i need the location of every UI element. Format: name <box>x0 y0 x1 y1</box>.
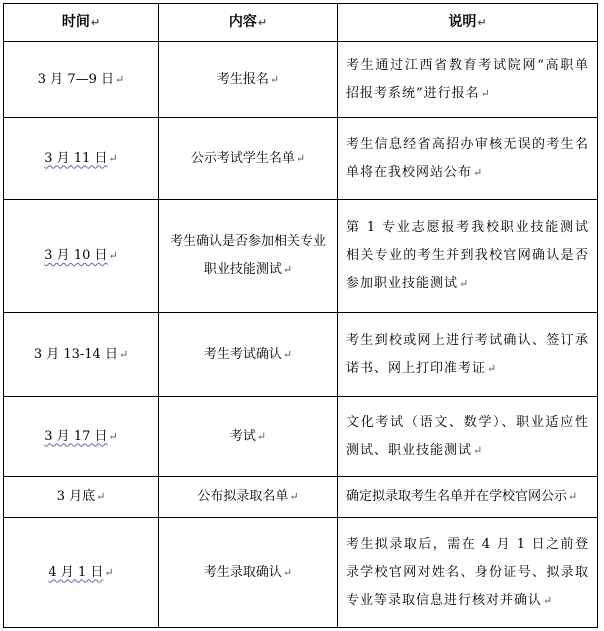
content-cell: 考生确认是否参加相关专业职业技能测试↵ <box>159 200 338 313</box>
table-row <box>4 42 598 118</box>
time-cell: 3 月 17 日↵ <box>4 397 159 477</box>
table-row <box>4 518 598 628</box>
note-cell: 文化考试（语文、数学）、职业适应性测试、职业技能测试↵ <box>338 397 598 477</box>
table-row <box>4 397 598 477</box>
note-cell: 考生拟录取后，需在 4 月 1 日之前登录学校官网对姓名、身份证号、拟录取专业等录取信息进行核对并确认↵ <box>338 518 598 628</box>
header-content: 内容↵ <box>159 4 338 42</box>
content-cell: 考生录取确认↵ <box>159 518 338 628</box>
cell-end-mark: ↵ <box>477 16 487 29</box>
time-cell: 3 月底↵ <box>4 477 159 518</box>
cell-end-mark: ↵ <box>257 16 268 29</box>
note-cell: 第 1 专业志愿报考我校职业技能测试相关专业的考生并到我校官网确认是否参加职业技能测试↵ <box>338 200 598 313</box>
header-note: 说明↵ <box>338 4 598 42</box>
table-row <box>4 313 598 397</box>
content-cell: 公示考试学生名单↵ <box>159 118 338 200</box>
content-cell: 考试↵ <box>159 397 338 477</box>
time-cell: 3 月 11 日↵ <box>4 118 159 200</box>
table-row <box>4 477 598 518</box>
time-cell: 4 月 1 日↵ <box>4 518 159 628</box>
time-cell: 3 月 10 日↵ <box>4 200 159 313</box>
time-cell: 3 月 13-14 日↵ <box>4 313 159 397</box>
note-cell: 确定拟录取考生名单并在学校官网公示↵ <box>338 477 598 518</box>
content-cell: 考生考试确认↵ <box>159 313 338 397</box>
content-cell: 考生报名↵ <box>159 42 338 118</box>
cell-end-mark: ↵ <box>90 16 101 29</box>
table-row <box>4 118 598 200</box>
table-row <box>4 200 598 313</box>
header-row <box>4 4 598 42</box>
note-cell: 考生通过江西省教育考试院网“高职单招报考系统”进行报名↵ <box>338 42 598 118</box>
note-cell: 考生到校或网上进行考试确认、签订承诺书、网上打印准考证↵ <box>338 313 598 397</box>
content-cell: 公布拟录取名单↵ <box>159 477 338 518</box>
schedule-table <box>3 3 598 628</box>
time-cell: 3 月 7—9 日↵ <box>4 42 159 118</box>
note-cell: 考生信息经省高招办审核无误的考生名单将在我校网站公布↵ <box>338 118 598 200</box>
header-time: 时间↵ <box>4 4 159 42</box>
